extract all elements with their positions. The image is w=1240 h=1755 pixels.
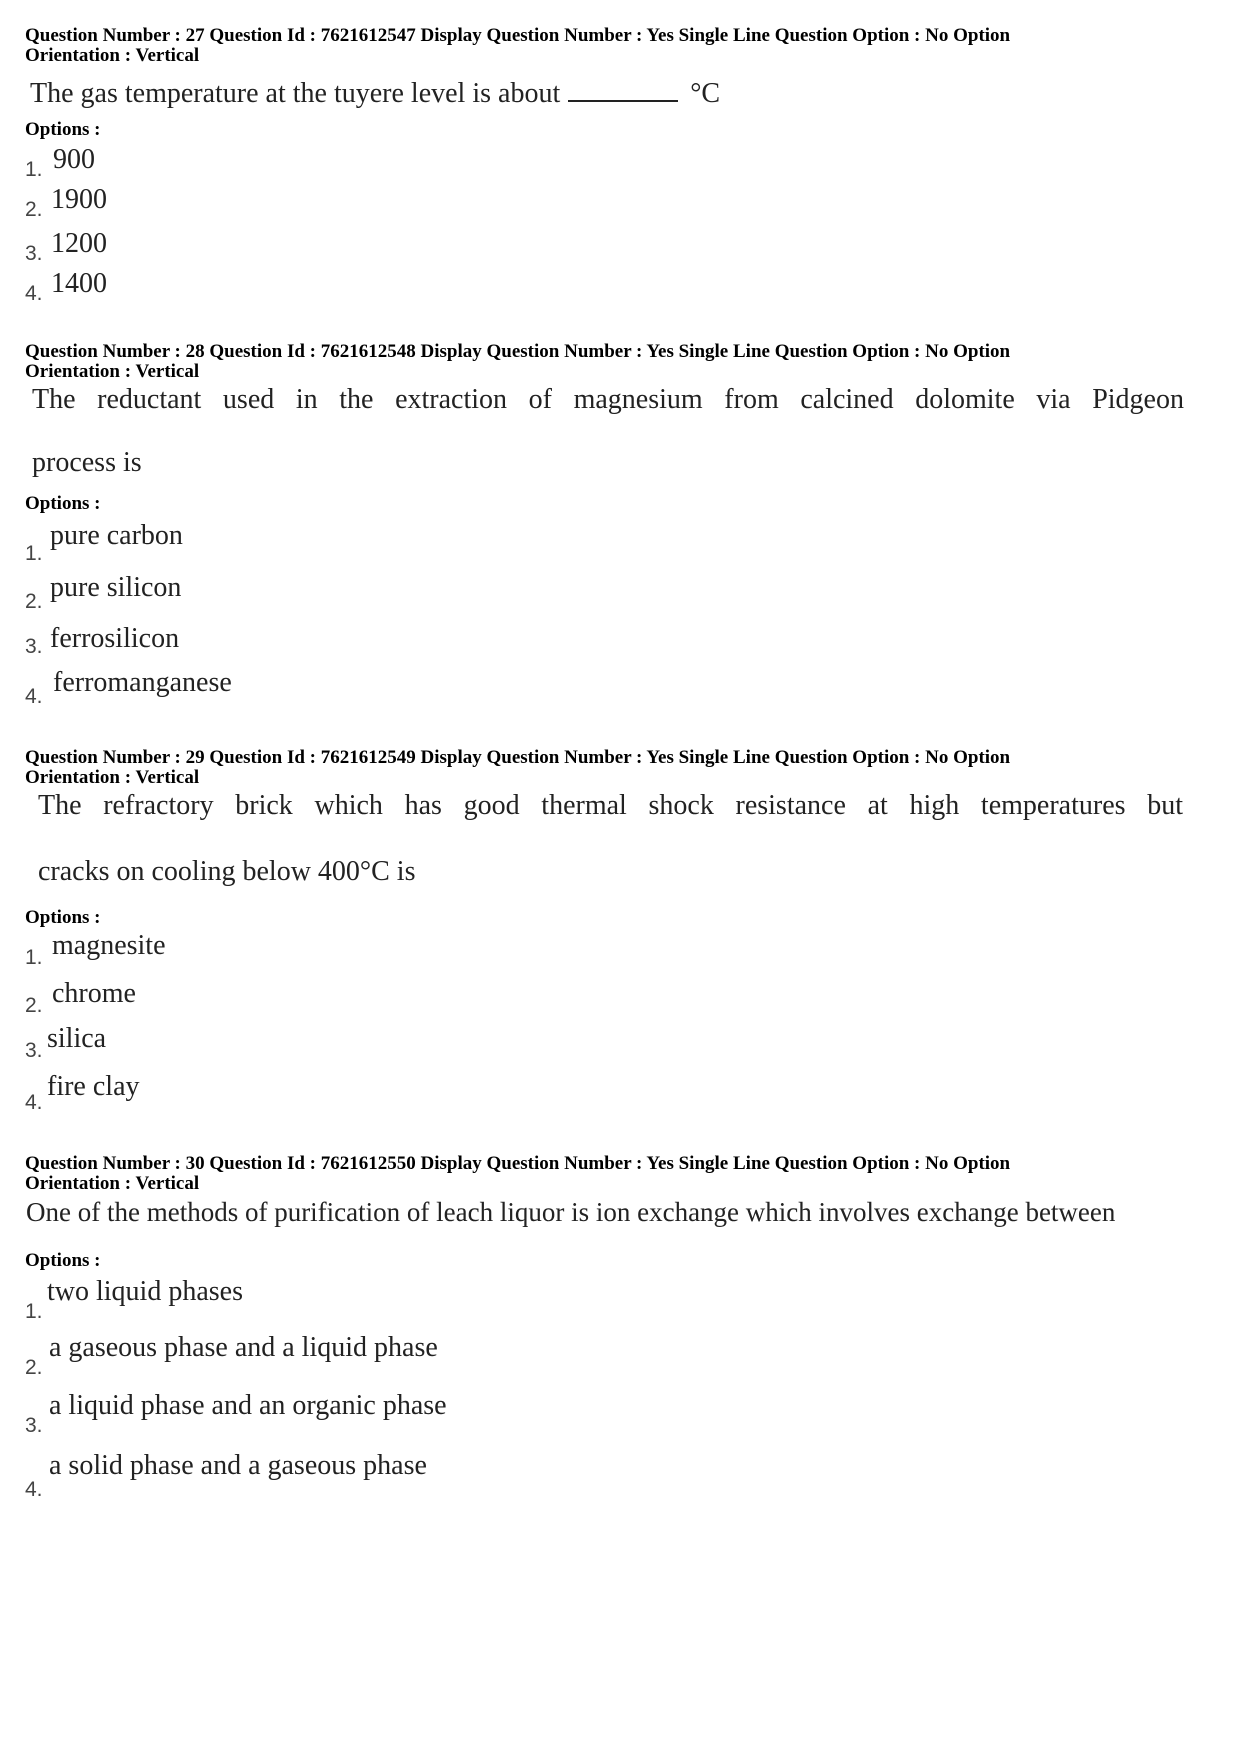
question-meta-line: Question Number : 28 Question Id : 7621612548 Display Question Number : Yes Single Line Question Option : No Option	[25, 341, 1011, 362]
question-stem	[32, 384, 1222, 416]
options-list	[25, 930, 1215, 1120]
option-text: silica	[47, 1023, 107, 1054]
question-27	[25, 26, 1215, 110]
options-label: Options :	[25, 119, 101, 140]
question-meta-line: Orientation : Vertical	[25, 1173, 200, 1194]
options-section	[25, 120, 1215, 140]
option-text: a liquid phase and an organic phase	[49, 1390, 447, 1421]
option-text: 1400	[51, 268, 107, 299]
question-stem	[38, 790, 1228, 822]
question-meta	[25, 342, 1165, 382]
option-number: 1.	[25, 946, 43, 969]
options-list	[25, 1276, 1215, 1516]
option-number: 4.	[25, 685, 43, 708]
question-28	[25, 342, 1215, 382]
option-text: 1200	[51, 228, 107, 259]
option-number: 4.	[25, 1091, 43, 1114]
question-meta-line: Question Number : 29 Question Id : 7621612549 Display Question Number : Yes Single Line Question Option : No Option	[25, 747, 1011, 768]
question-meta	[25, 1154, 1165, 1194]
option-number: 3.	[25, 635, 43, 658]
stem-line: process is	[32, 447, 142, 478]
stem-line: The refractory brick which has good thermal shock resistance at high temperatures but	[38, 790, 1183, 821]
stem-unit: °C	[690, 78, 721, 109]
options-label: Options :	[25, 1250, 101, 1271]
option-number: 3.	[25, 242, 43, 265]
question-meta-line: Orientation : Vertical	[25, 361, 200, 382]
question-meta	[25, 26, 1165, 66]
option-number: 3.	[25, 1414, 43, 1437]
option-number: 1.	[25, 158, 43, 181]
option-text: pure carbon	[50, 520, 183, 551]
option-text: ferrosilicon	[50, 623, 180, 654]
question-meta-line: Question Number : 27 Question Id : 7621612547 Display Question Number : Yes Single Line Question Option : No Option	[25, 25, 1011, 46]
option-text: 900	[53, 144, 95, 175]
options-section	[25, 908, 1215, 928]
options-section	[25, 494, 1215, 514]
question-29	[25, 748, 1215, 788]
stem-line: cracks on cooling below 400°C is	[38, 856, 416, 887]
option-text: 1900	[51, 184, 107, 215]
option-number: 2.	[25, 994, 43, 1017]
option-text: chrome	[52, 978, 136, 1009]
option-text: magnesite	[52, 930, 166, 961]
fill-blank	[568, 78, 678, 102]
option-text: fire clay	[47, 1071, 140, 1102]
question-stem	[26, 1196, 1216, 1228]
options-section	[25, 1251, 1215, 1271]
option-number: 2.	[25, 198, 43, 221]
options-list	[25, 144, 1215, 304]
question-meta	[25, 748, 1165, 788]
question-stem	[25, 78, 1215, 110]
option-text: a gaseous phase and a liquid phase	[49, 1332, 438, 1363]
option-text: ferromanganese	[53, 667, 232, 698]
question-meta-line: Orientation : Vertical	[25, 767, 200, 788]
option-number: 1.	[25, 542, 43, 565]
question-30	[25, 1154, 1215, 1194]
question-meta-line: Question Number : 30 Question Id : 7621612550 Display Question Number : Yes Single Line Question Option : No Option	[25, 1153, 1011, 1174]
option-text: a solid phase and a gaseous phase	[49, 1450, 427, 1481]
option-number: 4.	[25, 1478, 43, 1501]
question-stem-continued	[38, 856, 1228, 888]
options-label: Options :	[25, 907, 101, 928]
option-number: 2.	[25, 1356, 43, 1379]
option-number: 1.	[25, 1300, 43, 1323]
stem-line: One of the methods of purification of leach liquor is ion exchange which involves exchange between	[26, 1197, 1116, 1227]
stem-line: The reductant used in the extraction of magnesium from calcined dolomite via Pidgeon	[32, 384, 1184, 415]
options-label: Options :	[25, 493, 101, 514]
option-number: 2.	[25, 590, 43, 613]
question-meta-line: Orientation : Vertical	[25, 45, 200, 66]
stem-text: The gas temperature at the tuyere level is about	[30, 78, 561, 109]
options-list	[25, 520, 1215, 710]
option-text: two liquid phases	[47, 1276, 243, 1307]
option-text: pure silicon	[50, 572, 182, 603]
option-number: 4.	[25, 282, 43, 305]
question-stem-continued	[32, 447, 1222, 479]
option-number: 3.	[25, 1039, 43, 1062]
